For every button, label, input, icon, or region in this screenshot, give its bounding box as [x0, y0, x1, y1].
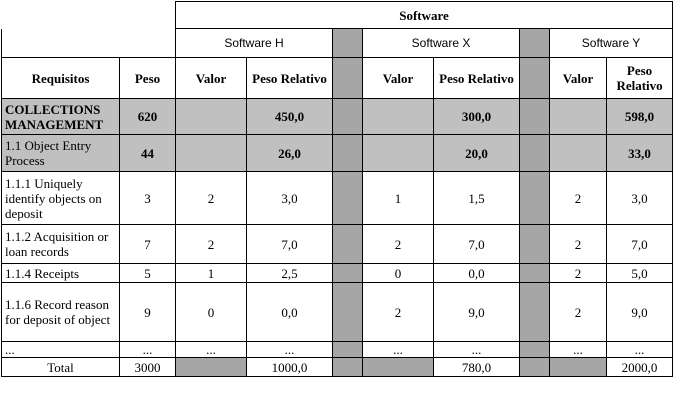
cell-requisito: 1.1.4 Receipts — [2, 264, 120, 283]
cell-h-valor — [176, 99, 247, 135]
cell-h-valor — [176, 135, 247, 172]
cell-y-valor — [550, 99, 607, 135]
table-row — [2, 172, 673, 225]
separator-h — [333, 58, 363, 99]
total-peso: 3000 — [120, 358, 176, 377]
cell-y-peso-relativo: 33,0 — [607, 135, 673, 172]
cell-y-peso-relativo: 3,0 — [607, 172, 673, 225]
col-y-peso-relativo: Peso Relativo — [607, 58, 673, 99]
cell-peso: 44 — [120, 135, 176, 172]
separator-h — [333, 225, 363, 264]
table-row — [2, 283, 673, 342]
cell-peso: ... — [120, 342, 176, 358]
col-y-valor: Valor — [550, 58, 607, 99]
software-group-title: Software — [176, 2, 673, 29]
cell-x-peso-relativo: 7,0 — [434, 225, 520, 264]
cell-h-peso-relativo: 26,0 — [247, 135, 333, 172]
total-y-valor-blank — [550, 358, 607, 377]
cell-requisito: 1.1 Object Entry Process — [2, 135, 120, 172]
cell-h-peso-relativo: 0,0 — [247, 283, 333, 342]
cell-x-peso-relativo: 1,5 — [434, 172, 520, 225]
cell-h-valor: 1 — [176, 264, 247, 283]
cell-h-peso-relativo: 2,5 — [247, 264, 333, 283]
cell-x-peso-relativo: 0,0 — [434, 264, 520, 283]
cell-peso: 5 — [120, 264, 176, 283]
cell-h-peso-relativo: 3,0 — [247, 172, 333, 225]
cell-peso: 9 — [120, 283, 176, 342]
header-row-columns — [2, 58, 673, 99]
cell-x-peso-relativo: 20,0 — [434, 135, 520, 172]
cell-x-valor: 2 — [363, 283, 434, 342]
separator-x — [520, 172, 550, 225]
total-x-peso-relativo: 780,0 — [434, 358, 520, 377]
cell-y-peso-relativo: 9,0 — [607, 283, 673, 342]
separator-x — [520, 99, 550, 135]
cell-x-valor — [363, 135, 434, 172]
separator-h — [333, 358, 363, 377]
separator-x — [520, 358, 550, 377]
separator-h — [333, 283, 363, 342]
table-row-ellipsis — [2, 342, 673, 358]
software-x-header: Software X — [363, 29, 520, 58]
cell-x-peso-relativo: ... — [434, 342, 520, 358]
cell-y-peso-relativo: 5,0 — [607, 264, 673, 283]
cell-y-valor: 2 — [550, 283, 607, 342]
empty-corner-lower — [2, 29, 176, 58]
col-h-valor: Valor — [176, 58, 247, 99]
cell-h-valor: 2 — [176, 225, 247, 264]
total-x-valor-blank — [363, 358, 434, 377]
cell-h-peso-relativo: ... — [247, 342, 333, 358]
cell-h-valor: 0 — [176, 283, 247, 342]
software-y-header: Software Y — [550, 29, 673, 58]
separator-x — [520, 342, 550, 358]
cell-x-peso-relativo: 9,0 — [434, 283, 520, 342]
col-x-valor: Valor — [363, 58, 434, 99]
total-h-valor-blank — [176, 358, 247, 377]
col-h-peso-relativo: Peso Relativo — [247, 58, 333, 99]
cell-x-peso-relativo: 300,0 — [434, 99, 520, 135]
evaluation-table — [1, 1, 673, 377]
cell-x-valor: 2 — [363, 225, 434, 264]
cell-h-peso-relativo: 450,0 — [247, 99, 333, 135]
cell-y-valor — [550, 135, 607, 172]
cell-y-valor: ... — [550, 342, 607, 358]
total-label: Total — [2, 358, 120, 377]
separator-h — [333, 264, 363, 283]
cell-y-peso-relativo: ... — [607, 342, 673, 358]
separator-x — [520, 283, 550, 342]
col-x-peso-relativo: Peso Relativo — [434, 58, 520, 99]
cell-y-valor: 2 — [550, 225, 607, 264]
cell-h-valor: ... — [176, 342, 247, 358]
cell-peso: 7 — [120, 225, 176, 264]
cell-y-valor: 2 — [550, 172, 607, 225]
cell-x-valor — [363, 99, 434, 135]
separator-h — [333, 29, 363, 58]
software-h-header: Software H — [176, 29, 333, 58]
cell-peso: 3 — [120, 172, 176, 225]
cell-x-valor: 0 — [363, 264, 434, 283]
table-row — [2, 99, 673, 135]
cell-requisito: COLLECTIONS MANAGEMENT — [2, 99, 120, 135]
separator-h — [333, 135, 363, 172]
separator-x — [520, 58, 550, 99]
header-row-software — [2, 29, 673, 58]
total-h-peso-relativo: 1000,0 — [247, 358, 333, 377]
empty-corner — [2, 2, 176, 29]
separator-x — [520, 225, 550, 264]
cell-h-peso-relativo: 7,0 — [247, 225, 333, 264]
cell-requisito: 1.1.6 Record reason for deposit of object — [2, 283, 120, 342]
table-row — [2, 264, 673, 283]
cell-y-valor: 2 — [550, 264, 607, 283]
total-row — [2, 358, 673, 377]
separator-x — [520, 264, 550, 283]
header-row-group — [2, 2, 673, 29]
separator-h — [333, 172, 363, 225]
cell-requisito: ... — [2, 342, 120, 358]
cell-x-valor: 1 — [363, 172, 434, 225]
separator-h — [333, 342, 363, 358]
cell-y-peso-relativo: 598,0 — [607, 99, 673, 135]
col-requisitos: Requisitos — [2, 58, 120, 99]
col-peso: Peso — [120, 58, 176, 99]
separator-x — [520, 29, 550, 58]
table-row — [2, 135, 673, 172]
cell-requisito: 1.1.1 Uniquely identify objects on deposit — [2, 172, 120, 225]
cell-peso: 620 — [120, 99, 176, 135]
cell-y-peso-relativo: 7,0 — [607, 225, 673, 264]
separator-h — [333, 99, 363, 135]
total-y-peso-relativo: 2000,0 — [607, 358, 673, 377]
cell-h-valor: 2 — [176, 172, 247, 225]
table-row — [2, 225, 673, 264]
cell-requisito: 1.1.2 Acquisition or loan records — [2, 225, 120, 264]
separator-x — [520, 135, 550, 172]
cell-x-valor: ... — [363, 342, 434, 358]
